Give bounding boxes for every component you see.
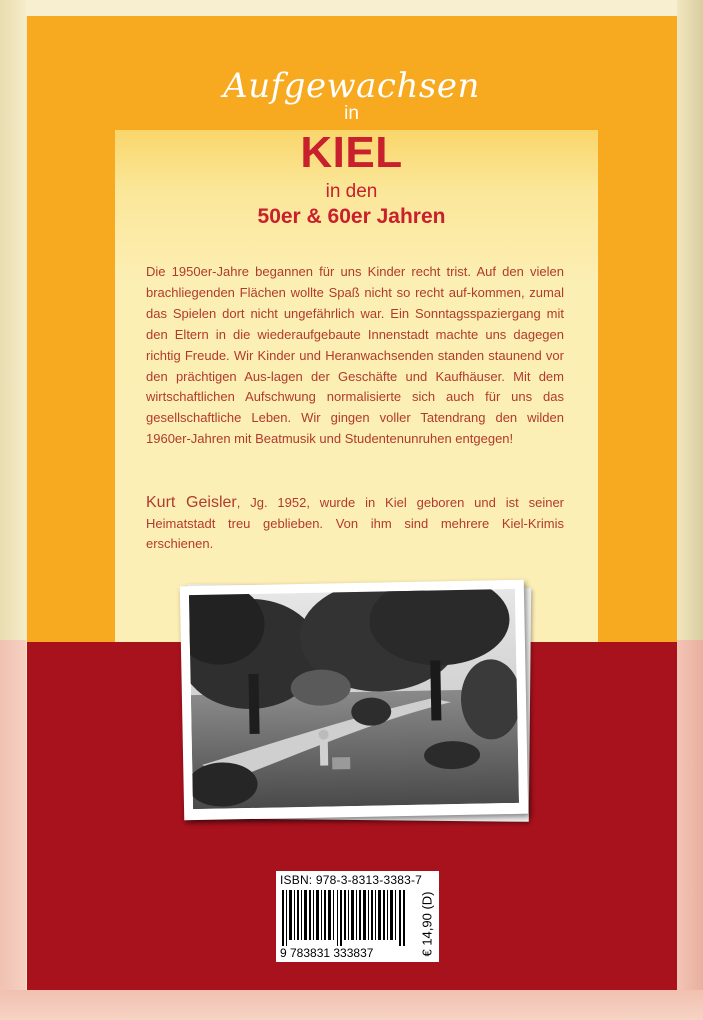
title-script: Aufgewachsen <box>223 66 480 106</box>
author-bio-text: , Jg. 1952, wurde in Kiel geboren und ist seiner Heimatstadt treu geblieben. Von ihm sind mehrere Kiel-Krimis erschienen. <box>146 495 564 551</box>
blurb-text: Die 1950er-Jahre begannen für uns Kinder recht trist. Auf den vielen brachliegenden Flächen wollte Spaß nicht so recht auf-kommen, zumal das Spielen dort nicht ungefährlich war. Ein Sonntagsspaziergang mit den Eltern in die wiederaufgebaute Innenstadt machte uns dagegen richtig Freude. Wir Kinder und Heranwachsenden standen staunend vor den prächtigen Aus-lagen der Geschäfte und Kaufhäuser. Mit dem wirtschaftlichen Aufschwung normalisierte sich auch für uns das gesellschaftliche Leben. Wir gingen voller Tatendrang den wilden 1960er-Jahren mit Beatmusik und Studentenunruhen entgegen! <box>146 264 564 447</box>
price-label <box>418 889 436 959</box>
title-era: 50er & 60er Jahren <box>257 205 446 228</box>
cover-edge-bottom <box>0 990 703 1020</box>
author-bio <box>146 493 564 555</box>
title-in-den: in den <box>325 181 378 202</box>
cover-edge-right-lower <box>677 640 703 1020</box>
price-text: € 14,90 (D) <box>419 891 435 957</box>
isbn-barcode-box <box>276 871 439 962</box>
cover-edge-left-lower <box>0 640 26 1020</box>
title-in: in <box>344 103 359 124</box>
barcode <box>282 890 406 946</box>
cover-edge-top <box>0 0 703 16</box>
title-city: KIEL <box>300 128 403 177</box>
barcode-digits: 9 783831 333837 <box>280 946 374 960</box>
author-name: Kurt Geisler <box>146 494 237 511</box>
park-photo <box>189 589 519 809</box>
isbn-label: ISBN: 978-3-8313-3383-7 <box>280 873 423 887</box>
photo-frame <box>180 580 528 821</box>
